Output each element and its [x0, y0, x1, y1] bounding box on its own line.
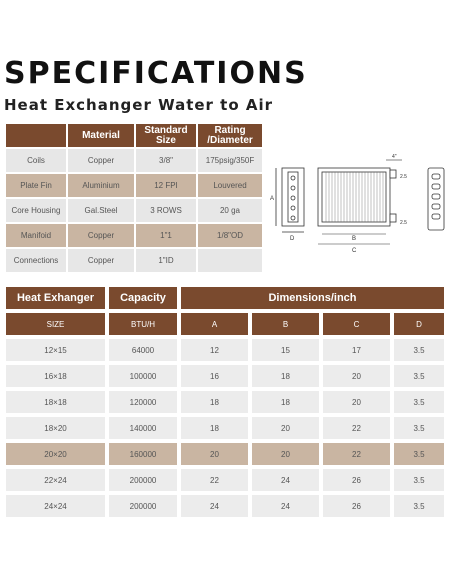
spec-size: 1"1 — [136, 224, 196, 247]
dim-25-top-label: 2.5 — [400, 174, 407, 180]
table-row — [6, 391, 444, 413]
table-row — [6, 495, 444, 517]
cell-btu: 200000 — [109, 469, 177, 491]
spec-size: 12 FPI — [136, 174, 196, 197]
cell-a: 16 — [181, 365, 248, 387]
cell-size: 16×18 — [6, 365, 105, 387]
cell-a: 22 — [181, 469, 248, 491]
cell-b: 24 — [252, 495, 319, 517]
dims-sub-size: SIZE — [6, 313, 105, 335]
fins — [326, 172, 383, 222]
dims-header-model: Heat Exhanger — [6, 287, 105, 309]
cell-d: 3.5 — [394, 365, 444, 387]
cell-d: 3.5 — [394, 339, 444, 361]
spec-header-rating-text: Rating /Diameter — [207, 124, 253, 146]
cell-btu: 160000 — [109, 443, 177, 465]
spec-label: Connections — [6, 249, 66, 272]
dims-header-dimensions: Dimensions/inch — [181, 287, 444, 309]
cell-c: 20 — [323, 365, 390, 387]
cell-size: 20×20 — [6, 443, 105, 465]
cell-d: 3.5 — [394, 391, 444, 413]
cell-a: 20 — [181, 443, 248, 465]
cell-b: 20 — [252, 417, 319, 439]
table-row — [6, 469, 444, 491]
cell-a: 18 — [181, 417, 248, 439]
table-row — [6, 443, 444, 465]
dims-sub-b: B — [252, 313, 319, 335]
spec-rating: Louvered — [198, 174, 262, 197]
spec-row — [6, 149, 262, 172]
dimension-lines — [318, 160, 402, 244]
cell-d: 3.5 — [394, 443, 444, 465]
dims-sub-c: C — [323, 313, 390, 335]
spec-size: 3 ROWS — [136, 199, 196, 222]
spec-rating: 1/8"OD — [198, 224, 262, 247]
spec-rating: 175psig/350F — [198, 149, 262, 172]
cell-a: 24 — [181, 495, 248, 517]
dim-d-label: D — [290, 236, 295, 242]
spec-label: Coils — [6, 149, 66, 172]
spec-table — [4, 122, 264, 274]
page-title: SPECIFICATIONS — [4, 56, 308, 91]
dims-sub-a: A — [181, 313, 248, 335]
spec-header-blank — [6, 124, 66, 147]
manifold-view — [428, 168, 444, 230]
cell-c: 22 — [323, 443, 390, 465]
cell-c: 22 — [323, 417, 390, 439]
table-row — [6, 339, 444, 361]
cell-size: 24×24 — [6, 495, 105, 517]
spec-row — [6, 224, 262, 247]
cell-c: 20 — [323, 391, 390, 413]
spec-row — [6, 249, 262, 272]
spec-material: Gal.Steel — [68, 199, 134, 222]
spec-rating: 20 ga — [198, 199, 262, 222]
cell-b: 18 — [252, 365, 319, 387]
cell-d: 3.5 — [394, 495, 444, 517]
cell-b: 18 — [252, 391, 319, 413]
spec-size: 1"ID — [136, 249, 196, 272]
spec-header-rating — [198, 124, 262, 147]
table-row — [6, 365, 444, 387]
spec-material: Copper — [68, 149, 134, 172]
cell-btu: 100000 — [109, 365, 177, 387]
heat-exchanger-diagram — [268, 148, 450, 258]
dim-c-label: C — [352, 248, 357, 254]
cell-c: 26 — [323, 495, 390, 517]
spec-size: 3/8" — [136, 149, 196, 172]
cell-a: 12 — [181, 339, 248, 361]
cell-c: 17 — [323, 339, 390, 361]
spec-row — [6, 174, 262, 197]
cell-size: 12×15 — [6, 339, 105, 361]
cell-d: 3.5 — [394, 469, 444, 491]
spec-header-size — [136, 124, 196, 147]
cell-b: 15 — [252, 339, 319, 361]
dim-b-label: B — [352, 236, 357, 242]
cell-c: 26 — [323, 469, 390, 491]
spec-material: Copper — [68, 249, 134, 272]
cell-btu: 64000 — [109, 339, 177, 361]
page-subtitle: Heat Exchanger Water to Air — [4, 96, 274, 114]
dims-sub-btu: BTU/H — [109, 313, 177, 335]
spec-label: Core Housing — [6, 199, 66, 222]
dim-a-label: A — [270, 196, 275, 202]
cell-btu: 120000 — [109, 391, 177, 413]
cell-size: 18×18 — [6, 391, 105, 413]
spec-header-material: Material — [68, 124, 134, 147]
front-view — [318, 168, 390, 226]
cell-size: 22×24 — [6, 469, 105, 491]
dim-4in-label: 4" — [392, 154, 397, 160]
cell-a: 18 — [181, 391, 248, 413]
cell-b: 20 — [252, 443, 319, 465]
spec-rating — [198, 249, 262, 272]
cell-btu: 140000 — [109, 417, 177, 439]
spec-label: Manifoid — [6, 224, 66, 247]
cell-btu: 200000 — [109, 495, 177, 517]
table-row — [6, 417, 444, 439]
pipe-fittings — [390, 170, 396, 222]
spec-row — [6, 199, 262, 222]
dims-header-capacity: Capacity — [109, 287, 177, 309]
spec-label: Plate Fin — [6, 174, 66, 197]
dims-sub-d: D — [394, 313, 444, 335]
cell-d: 3.5 — [394, 417, 444, 439]
side-view — [276, 168, 304, 232]
cell-b: 24 — [252, 469, 319, 491]
cell-size: 18×20 — [6, 417, 105, 439]
dim-25-bottom-label: 2.5 — [400, 220, 407, 226]
spec-header-size-text: Standard Size — [144, 124, 188, 146]
spec-material: Copper — [68, 224, 134, 247]
dimensions-table — [2, 283, 448, 521]
spec-material: Aluminium — [68, 174, 134, 197]
